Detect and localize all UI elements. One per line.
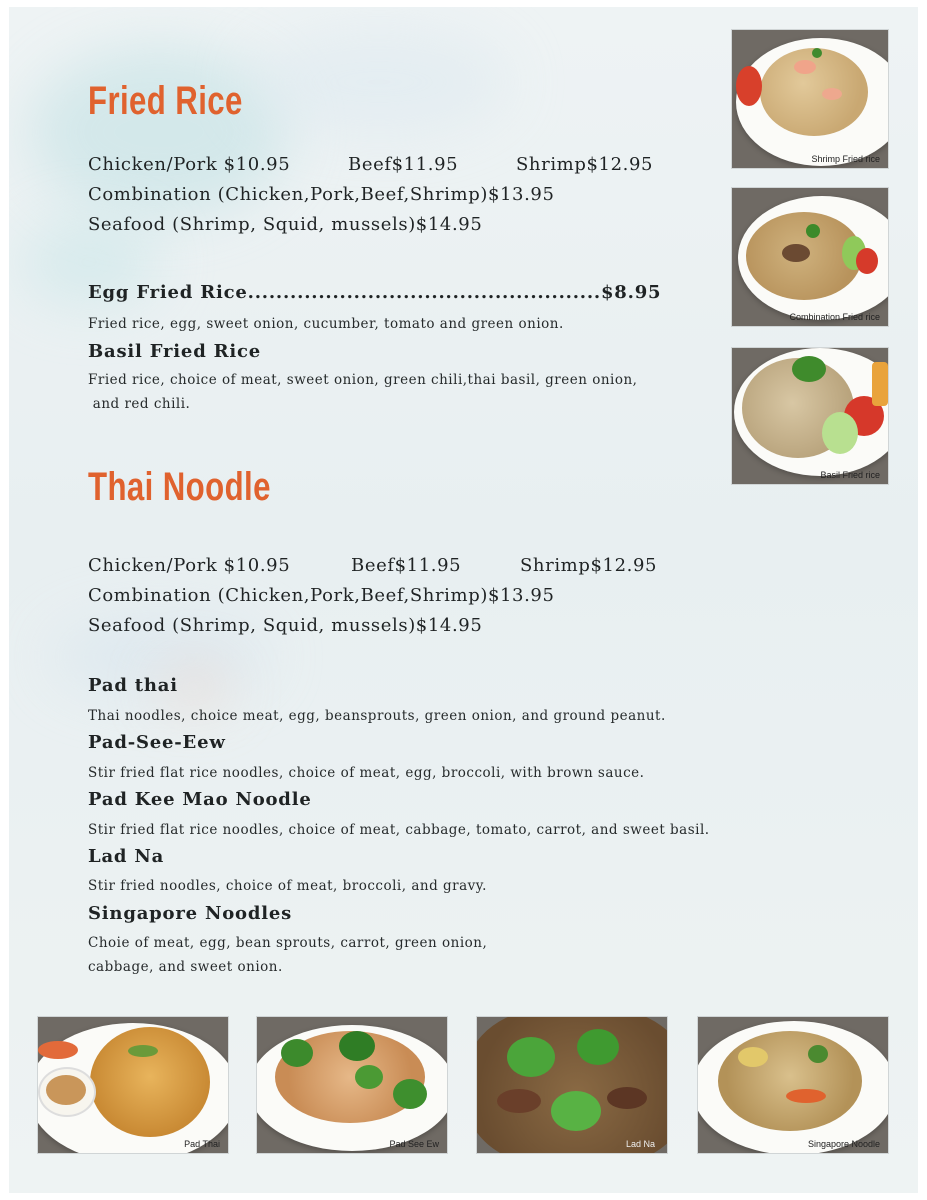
price-combination: Combination (Chicken,Pork,Beef,Shrimp)$13.95 [88, 585, 555, 606]
photo-lad-na [476, 1016, 668, 1154]
item-desc: Fried rice, egg, sweet onion, cucumber, tomato and green onion. [88, 316, 564, 332]
photo-caption: Singapore Noodle [807, 1139, 880, 1149]
price-shrimp: Shrimp$12.95 [520, 555, 658, 576]
photo-caption: Pad Thai [184, 1139, 220, 1149]
item-desc: Stir fried flat rice noodles, choice of meat, egg, broccoli, with brown sauce. [88, 765, 645, 781]
price-chicken-pork: Chicken/Pork $10.95 [88, 555, 291, 576]
item-lad-na: Lad Na [88, 846, 165, 867]
price-seafood: Seafood (Shrimp, Squid, mussels)$14.95 [88, 615, 483, 636]
menu-page [9, 7, 918, 1193]
photo-caption: Pad See Ew [389, 1139, 439, 1149]
item-desc: Stir fried flat rice noodles, choice of meat, cabbage, tomato, carrot, and sweet basil. [88, 822, 710, 838]
photo-pad-thai [37, 1016, 229, 1154]
item-basil-fried-rice: Basil Fried Rice [88, 341, 262, 362]
photo-caption: Combination Fried rice [789, 312, 880, 322]
photo-caption: Basil Fried rice [820, 470, 880, 480]
item-pad-kee-mao: Pad Kee Mao Noodle [88, 789, 312, 810]
price-combination: Combination (Chicken,Pork,Beef,Shrimp)$13.95 [88, 184, 555, 205]
item-desc: and red chili. [88, 396, 191, 412]
item-desc: Choie of meat, egg, bean sprouts, carrot, green onion, [88, 935, 488, 951]
photo-pad-see-ew [256, 1016, 448, 1154]
photo-singapore-noodle [697, 1016, 889, 1154]
item-singapore-noodles: Singapore Noodles [88, 903, 293, 924]
item-pad-thai: Pad thai [88, 675, 178, 696]
item-desc: Thai noodles, choice meat, egg, beansprouts, green onion, and ground peanut. [88, 708, 666, 724]
item-desc: Stir fried noodles, choice of meat, broccoli, and gravy. [88, 878, 487, 894]
item-pad-see-eew: Pad-See-Eew [88, 732, 226, 753]
photo-shrimp-fried-rice [731, 29, 889, 169]
thai-noodle-heading: Thai Noodle [88, 465, 271, 509]
watercolor-wash [249, 27, 509, 137]
photo-basil-fried-rice [731, 347, 889, 485]
photo-caption: Lad Na [625, 1139, 655, 1149]
fried-rice-heading: Fried Rice [88, 79, 243, 123]
price-seafood: Seafood (Shrimp, Squid, mussels)$14.95 [88, 214, 483, 235]
item-egg-fried-rice: Egg Fried Rice..................................................$8.95 [88, 282, 662, 303]
price-beef: Beef$11.95 [348, 154, 459, 175]
photo-combination-fried-rice [731, 187, 889, 327]
price-chicken-pork: Chicken/Pork $10.95 [88, 154, 291, 175]
price-beef: Beef$11.95 [351, 555, 462, 576]
item-desc: Fried rice, choice of meat, sweet onion, green chili,thai basil, green onion, [88, 372, 638, 388]
photo-caption: Shrimp Fried rice [811, 154, 880, 164]
item-desc: cabbage, and sweet onion. [88, 959, 283, 975]
price-shrimp: Shrimp$12.95 [516, 154, 654, 175]
